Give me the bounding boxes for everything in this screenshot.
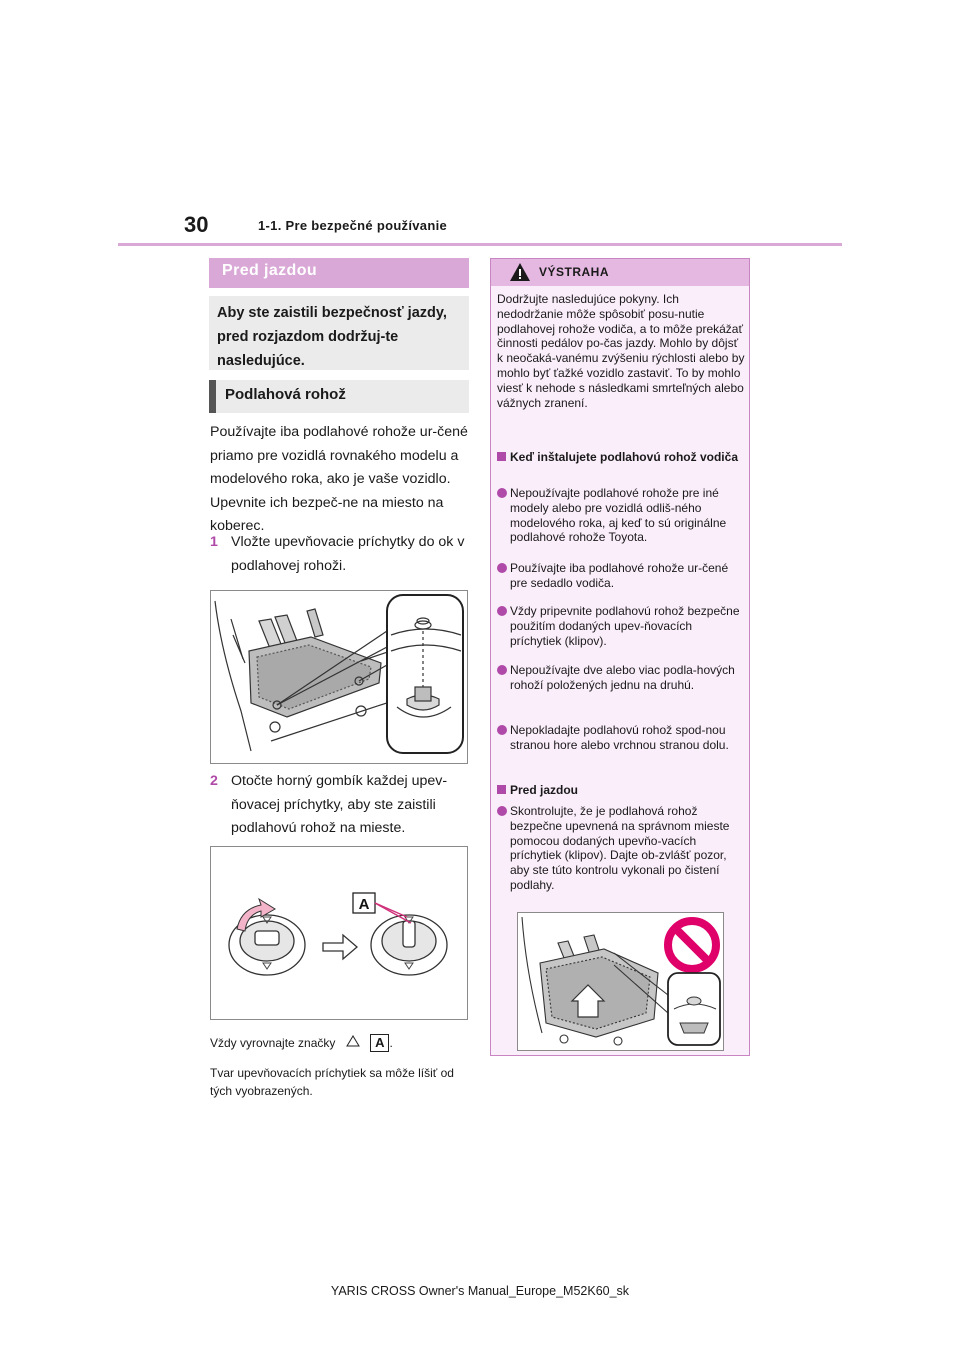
prohibited-figure	[517, 912, 724, 1051]
prohibited-illustration	[518, 913, 723, 1050]
caption-align-marks	[210, 1034, 393, 1052]
warning-triangle-icon	[509, 262, 531, 282]
page-number: 30	[184, 212, 209, 237]
clip-rotation-illustration	[211, 847, 467, 1019]
warning-bullet-3	[497, 604, 745, 648]
warning-bullet-text: Používajte iba podlahové rohože ur-čené pre sedadlo vodiča.	[510, 561, 729, 590]
round-bullet-icon	[497, 806, 507, 816]
subsection-title: Podlahová rohož	[225, 386, 346, 403]
warning-bullet-1	[497, 486, 745, 545]
square-bullet-icon	[497, 452, 506, 461]
round-bullet-icon	[497, 606, 507, 616]
step-number: 2	[210, 773, 218, 789]
warning-subhead-text: Keď inštalujete podlahovú rohož vodiča	[510, 450, 738, 464]
warning-bullet-2	[497, 561, 745, 591]
warning-header	[491, 259, 749, 286]
round-bullet-icon	[497, 665, 507, 675]
label-a-box: A	[370, 1034, 389, 1052]
step-text: Otočte horný gombík každej upev-ňovacej príchytky, aby ste zaistili podlahovú rohož na mieste.	[231, 773, 448, 836]
footer-manual-id: YARIS CROSS Owner's Manual_Europe_M52K60_sk	[330, 1284, 630, 1298]
caption-end: .	[389, 1036, 393, 1050]
callout-label: A	[358, 896, 370, 913]
warning-bullet-5	[497, 723, 745, 753]
warning-bullet-text: Skontrolujte, že je podlahová rohož bezpečne upevnená na správnom mieste pomocou dodaných upevňo-vacích príchytiek (klipov). Dajte ob-zvlášť pozor, aby ste túto kontrolu vykonali po čistení podlahy.	[510, 804, 730, 892]
round-bullet-icon	[497, 563, 507, 573]
chapter-title: 1-1. Pre bezpečné používanie	[258, 218, 448, 233]
warning-bullet-text: Vždy pripevnite podlahovú rohož bezpečne použitím dodaných upev-ňovacích príchytiek (klipov).	[510, 604, 740, 648]
intro-text: Aby ste zaistili bezpečnosť jazdy, pred rozjazdom dodržuj-te nasledujúce.	[217, 305, 447, 369]
floor-mat-figure	[210, 590, 468, 764]
warning-subhead-text: Pred jazdou	[510, 783, 579, 797]
header-divider	[118, 243, 842, 246]
warning-bullet-6	[497, 804, 745, 893]
warning-intro: Dodržujte nasledujúce pokyny. Ich nedodržanie môže spôsobiť posu-nutie podlahovej rohože vodiča, a to môže prekážať činnosti pedálov po-čas jazdy. Mohlo by dôjsť k neočaká-vanému zvýšeniu rýchlosti alebo by mohlo byť ťažké vozidlo zastaviť. To by mohlo viesť k nehode s následkami smrteľných alebo vážnych zranení.	[497, 292, 745, 410]
section-title: Pred jazdou	[222, 262, 318, 279]
step-2	[210, 770, 472, 841]
intro-box	[209, 296, 469, 370]
round-bullet-icon	[497, 488, 507, 498]
subsection-heading	[209, 380, 469, 413]
triangle-mark-icon	[345, 1034, 361, 1048]
body-paragraph: Používajte iba podlahové rohože ur-čené priamo pre vozidlá rovnakého modelu a modelového roka, ako je vaše vozidlo. Upevnite ich bezpeč-ne na miesto na koberec.	[210, 424, 468, 534]
section-title-bar	[209, 258, 469, 288]
round-bullet-icon	[497, 725, 507, 735]
clip-rotation-figure	[210, 846, 468, 1020]
square-bullet-icon	[497, 785, 506, 794]
warning-subhead-1	[497, 450, 745, 465]
warning-bullet-text: Nepoužívajte dve alebo viac podla-hových rohoží položených jednu na druhú.	[510, 663, 735, 692]
caption-clip-shape: Tvar upevňovacích príchytiek sa môže líšiť od tých vyobrazených.	[210, 1066, 454, 1098]
step-1	[210, 531, 472, 578]
warning-title: VÝSTRAHA	[539, 265, 610, 279]
floor-mat-illustration	[211, 591, 467, 763]
caption-text: Vždy vyrovnajte značky	[210, 1036, 336, 1050]
step-number: 1	[210, 534, 218, 550]
warning-bullet-text: Nepoužívajte podlahové rohože pre iné modely alebo pre vozidlá odliš-ného modelového roka, aj keď to sú originálne podlahové rohože Toyota.	[510, 486, 727, 545]
step-text: Vložte upevňovacie príchytky do ok v podlahovej rohoži.	[231, 534, 465, 574]
warning-subhead-2	[497, 783, 745, 798]
warning-bullet-text: Nepokladajte podlahovú rohož spod-nou stranou hore alebo vrchnou stranou dolu.	[510, 723, 729, 752]
warning-bullet-4	[497, 663, 745, 693]
